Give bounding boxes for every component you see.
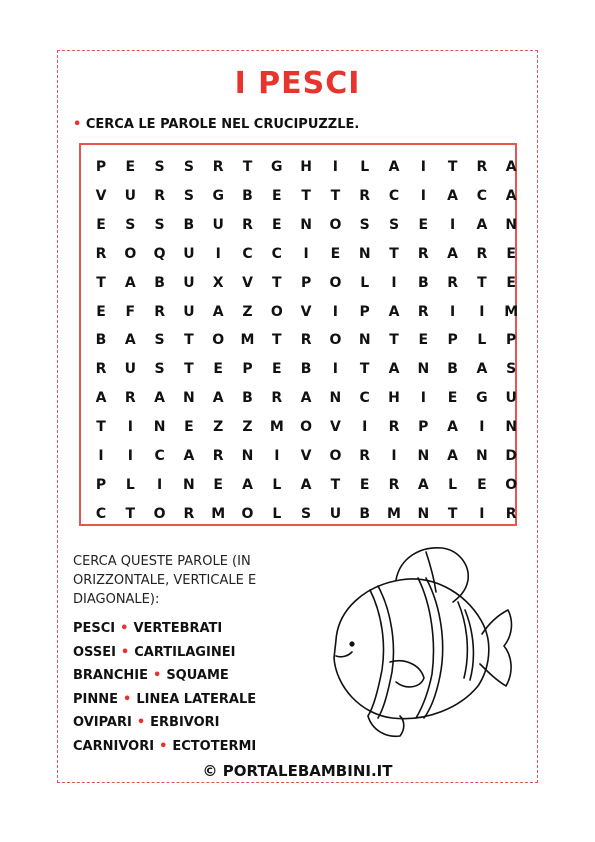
grid-letter: L — [448, 476, 458, 493]
word-list-intro: CERCA QUESTE PAROLE (IN ORIZZONTALE, VERTICALE E DIAGONALE): — [73, 554, 257, 607]
grid-letter: A — [447, 187, 459, 204]
grid-letter: R — [154, 303, 165, 320]
grid-letter: N — [505, 216, 518, 233]
grid-letter: E — [272, 187, 282, 204]
grid-letter: R — [447, 274, 458, 291]
grid-letter: C — [388, 187, 400, 204]
grid-letter: T — [184, 332, 194, 349]
grid-letter: P — [506, 332, 517, 349]
word-search-grid — [79, 143, 517, 526]
grid-letter: O — [153, 505, 166, 522]
grid-letter: N — [358, 245, 371, 262]
grid-letter: E — [330, 245, 341, 262]
grid-letter: N — [358, 332, 371, 349]
instruction-text: CERCA LE PAROLE NEL CRUCIPUZZLE. — [85, 117, 360, 132]
word-list-line — [73, 664, 256, 688]
grid-letter: N — [183, 390, 195, 407]
grid-letter: S — [183, 159, 194, 175]
grid-letter: A — [476, 361, 488, 378]
grid-letter: I — [156, 476, 163, 493]
grid-letter: E — [359, 476, 370, 493]
grid-letter: R — [183, 505, 195, 522]
grid-letter: T — [272, 332, 282, 349]
grid-letter: I — [391, 274, 397, 291]
grid-letter: N — [476, 448, 488, 464]
grid-letter: O — [241, 505, 254, 522]
grid-letter: S — [359, 216, 370, 233]
word-to-find: ECTOTERMI — [172, 738, 257, 754]
grid-letter: A — [300, 390, 312, 407]
grid-letter: O — [329, 274, 342, 291]
word-to-find: LINEA LATERALE — [136, 691, 257, 707]
grid-letter: G — [476, 390, 488, 407]
grid-letter: E — [184, 419, 194, 436]
grid-letter: B — [154, 274, 165, 291]
grid-letter: A — [388, 303, 400, 320]
grid-letter: T — [272, 274, 282, 291]
grid-letter: F — [125, 303, 136, 320]
grid-letter: C — [154, 448, 165, 464]
grid-letter: R — [300, 332, 312, 349]
grid-letter: B — [359, 505, 371, 522]
grid-letter: R — [242, 216, 253, 233]
grid-letter: E — [418, 216, 429, 233]
bullet-icon: • — [120, 644, 130, 660]
grid-letter: R — [154, 187, 165, 204]
grid-letter: P — [300, 274, 312, 291]
word-to-find: PINNE — [73, 691, 119, 707]
grid-letter: E — [213, 361, 223, 378]
grid-letter: O — [505, 476, 518, 493]
grid-letter: O — [329, 332, 342, 349]
grid-letter: E — [213, 476, 223, 493]
grid-letter: C — [271, 245, 282, 262]
grid-letter: A — [183, 448, 195, 464]
word-to-find: CARTILAGINEI — [134, 644, 236, 660]
grid-letter: A — [212, 390, 224, 407]
grid-letter: N — [329, 390, 342, 407]
grid-letter: S — [154, 216, 165, 233]
grid-letter: B — [242, 390, 253, 407]
grid-letter: A — [417, 476, 429, 493]
bullet-icon: • — [159, 738, 168, 754]
grid-letter: I — [391, 448, 397, 464]
grid-letter: T — [389, 332, 399, 349]
word-to-find: PESCI — [73, 621, 116, 636]
grid-letter: R — [359, 187, 371, 204]
bullet-icon: • — [123, 691, 132, 707]
grid-letter: V — [242, 274, 253, 291]
grid-letter: T — [389, 245, 399, 262]
grid-letter: V — [300, 303, 312, 320]
eye — [349, 641, 354, 646]
footer-copyright: © PORTALEBAMBINI.IT — [202, 762, 393, 780]
grid-letter: T — [330, 476, 341, 493]
grid-letter: P — [242, 361, 253, 378]
grid-letter: I — [127, 448, 133, 464]
grid-letter: C — [359, 390, 370, 407]
word-to-find: BRANCHIE — [73, 668, 148, 683]
grid-letter: U — [124, 187, 136, 204]
grid-letter: B — [417, 274, 429, 291]
grid-letter: I — [420, 159, 426, 175]
word-list-line — [73, 617, 256, 641]
grid-letter: L — [360, 274, 370, 291]
stripe-1b — [378, 586, 393, 718]
grid-letter: S — [154, 332, 165, 349]
grid-letter: I — [332, 361, 338, 378]
grid-letter: E — [447, 390, 458, 407]
grid-letter: N — [417, 505, 430, 522]
grid-letter: C — [242, 245, 253, 262]
grid-letter: M — [269, 419, 284, 436]
grid-letter: T — [477, 274, 487, 291]
grid-letter: A — [505, 159, 517, 175]
grid-letter: O — [124, 245, 137, 262]
grid-letter: L — [360, 159, 370, 175]
grid-letter: L — [272, 476, 282, 493]
word-to-find: ERBIVORI — [150, 715, 220, 730]
grid-letter: R — [124, 390, 136, 407]
grid-letter: N — [505, 419, 518, 436]
grid-letter: S — [506, 361, 517, 378]
grid-letter: E — [418, 332, 429, 349]
grid-letter: U — [183, 245, 195, 262]
grid-letter: T — [125, 505, 136, 522]
grid-letter: T — [330, 187, 341, 204]
grid-letter: A — [447, 448, 459, 464]
word-to-find: VERTEBRATI — [133, 621, 223, 636]
grid-letter: B — [447, 361, 458, 378]
pectoral-fin — [390, 661, 424, 687]
grid-letter: R — [417, 245, 429, 262]
grid-letter: V — [329, 419, 341, 436]
grid-letter: B — [242, 187, 253, 204]
grid-letter: A — [388, 159, 400, 175]
grid-letter: E — [272, 361, 282, 378]
grid-letter: I — [98, 448, 104, 464]
bullet-icon: • — [136, 715, 146, 730]
grid-letter: I — [332, 303, 338, 320]
grid-letter: N — [183, 476, 195, 493]
grid-letter: E — [506, 245, 516, 262]
grid-letter: C — [95, 505, 107, 522]
grid-letter: N — [417, 448, 430, 464]
grid-cells — [81, 145, 519, 524]
grid-letter: A — [154, 390, 166, 407]
page-title: I PESCI — [234, 66, 361, 101]
grid-letter: A — [242, 476, 253, 493]
grid-letter: Q — [153, 245, 166, 262]
grid-letter: I — [479, 505, 485, 522]
grid-letter: Z — [242, 419, 253, 436]
grid-letter: T — [359, 361, 370, 378]
grid-letter: L — [477, 332, 487, 349]
word-to-find: CARNIVORI — [73, 738, 155, 754]
grid-letter: S — [301, 505, 312, 522]
grid-letter: R — [95, 245, 107, 262]
grid-letter: G — [212, 187, 224, 204]
grid-letter: M — [387, 505, 401, 522]
grid-letter: N — [241, 448, 254, 464]
grid-letter: Z — [213, 419, 224, 436]
bullet-icon: • — [120, 621, 129, 636]
grid-letter: Z — [242, 303, 253, 320]
bullet-icon: • — [73, 117, 82, 132]
grid-letter: N — [300, 216, 312, 233]
grid-letter: M — [504, 303, 519, 320]
grid-letter: S — [388, 216, 400, 233]
grid-letter: S — [154, 159, 165, 175]
grid-letter: A — [124, 332, 136, 349]
grid-letter: T — [96, 419, 106, 436]
grid-letter: I — [479, 419, 485, 436]
grid-letter: I — [420, 187, 426, 204]
grid-letter: E — [125, 159, 136, 175]
grid-letter: P — [95, 476, 107, 493]
grid-letter: A — [95, 390, 107, 407]
grid-letter: A — [447, 419, 459, 436]
grid-letter: I — [215, 245, 221, 262]
mouth — [336, 652, 352, 657]
grid-letter: U — [124, 361, 136, 378]
grid-letter: T — [242, 159, 253, 175]
grid-letter: U — [212, 216, 224, 233]
grid-letter: T — [96, 274, 106, 291]
grid-letter: N — [153, 419, 166, 436]
grid-letter: R — [388, 476, 400, 493]
word-list-line — [73, 688, 256, 712]
grid-letter: L — [272, 505, 282, 522]
grid-letter: I — [362, 419, 368, 436]
grid-letter: U — [329, 505, 342, 522]
word-list — [73, 617, 256, 758]
grid-letter: O — [212, 332, 225, 349]
stripe-1 — [368, 590, 384, 716]
grid-letter: A — [300, 476, 312, 493]
grid-letter: O — [329, 216, 342, 233]
instruction — [73, 117, 359, 132]
grid-letter: P — [95, 159, 107, 175]
grid-letter: E — [272, 216, 282, 233]
grid-letter: S — [154, 361, 165, 378]
grid-letter: D — [505, 448, 517, 464]
grid-letter: U — [183, 303, 195, 320]
grid-letter: A — [388, 361, 400, 378]
grid-letter: I — [479, 303, 485, 320]
grid-letter: R — [359, 448, 371, 464]
grid-letter: R — [212, 448, 224, 464]
grid-letter: O — [300, 419, 313, 436]
grid-letter: I — [274, 448, 280, 464]
word-to-find: SQUAME — [166, 668, 229, 683]
grid-letter: P — [418, 419, 429, 436]
grid-letter: S — [125, 216, 136, 233]
grid-letter: V — [95, 187, 107, 204]
word-list-line — [73, 735, 256, 759]
grid-letter: E — [96, 303, 106, 320]
grid-letter: A — [476, 216, 488, 233]
grid-letter: S — [183, 187, 194, 204]
grid-letter: A — [124, 274, 136, 291]
fish-body — [334, 579, 489, 719]
grid-letter: P — [447, 332, 458, 349]
grid-letter: X — [212, 274, 224, 291]
grid-letter: N — [417, 361, 430, 378]
grid-letter: R — [476, 159, 488, 175]
grid-letter: R — [388, 419, 400, 436]
grid-letter: P — [359, 303, 370, 320]
grid-letter: L — [125, 476, 135, 493]
grid-letter: I — [332, 159, 338, 175]
clownfish-illustration — [308, 540, 518, 745]
grid-letter: M — [240, 332, 255, 349]
word-to-find: OSSEI — [73, 644, 116, 660]
grid-letter: U — [183, 274, 195, 291]
grid-letter: A — [505, 187, 517, 204]
grid-letter: B — [183, 216, 195, 233]
grid-letter: T — [447, 505, 458, 522]
grid-letter: R — [271, 390, 283, 407]
word-to-find: OVIPARI — [73, 715, 132, 730]
grid-letter: I — [127, 419, 133, 436]
stripe-2 — [416, 578, 433, 718]
grid-letter: O — [270, 303, 283, 320]
word-list-line — [73, 711, 256, 735]
grid-letter: H — [388, 390, 400, 407]
grid-letter: T — [184, 361, 194, 378]
grid-letter: B — [300, 361, 312, 378]
grid-letter: H — [300, 159, 312, 175]
word-list-line — [73, 641, 256, 665]
grid-letter: T — [301, 187, 311, 204]
grid-letter: E — [96, 216, 106, 233]
grid-letter: U — [505, 390, 517, 407]
grid-letter: T — [447, 159, 458, 175]
grid-letter: I — [420, 390, 426, 407]
dorsal-fin-stripe — [426, 552, 436, 592]
grid-letter: V — [300, 448, 312, 464]
grid-letter: I — [303, 245, 309, 262]
grid-letter: R — [476, 245, 488, 262]
grid-letter: A — [447, 245, 459, 262]
grid-letter: O — [329, 448, 342, 464]
grid-letter: R — [417, 303, 429, 320]
grid-letter: R — [505, 505, 517, 522]
grid-letter: B — [95, 332, 107, 349]
grid-letter: R — [95, 361, 107, 378]
bullet-icon: • — [153, 668, 162, 683]
grid-letter: R — [212, 159, 224, 175]
grid-letter: E — [506, 274, 516, 291]
grid-letter: M — [211, 505, 226, 522]
grid-letter: I — [449, 216, 456, 233]
grid-letter: E — [477, 476, 487, 493]
grid-letter: I — [449, 303, 456, 320]
grid-letter: A — [212, 303, 224, 320]
grid-letter: C — [476, 187, 488, 204]
grid-letter: G — [271, 159, 283, 175]
